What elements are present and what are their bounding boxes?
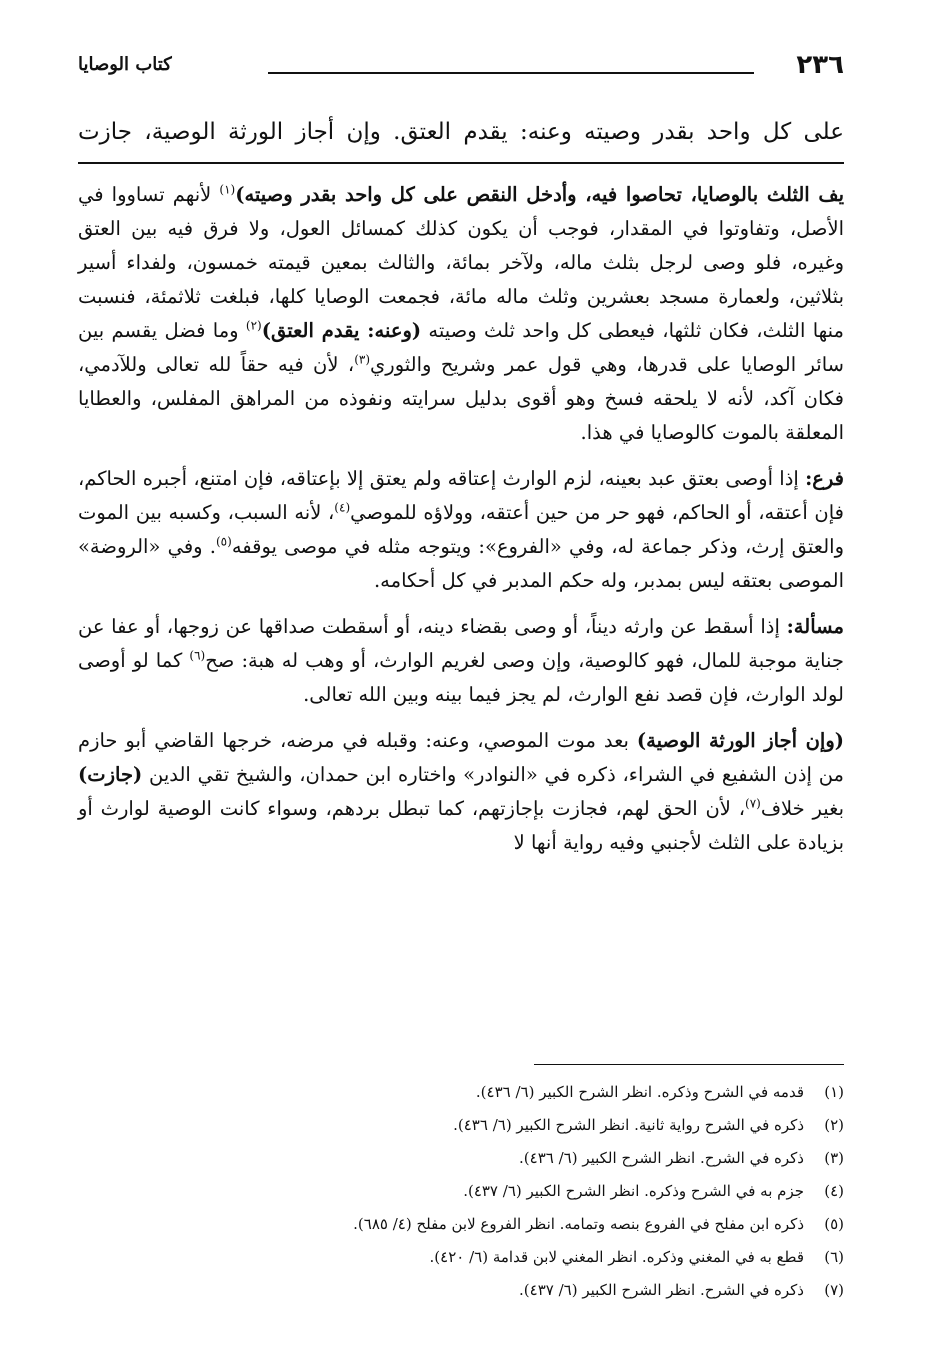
footnote-number: (٧) bbox=[824, 1281, 844, 1299]
paragraph-4 bbox=[78, 724, 844, 860]
bold-text: (وعنه: يقدم العتق) bbox=[261, 319, 422, 342]
paragraph-text: كما لو أوصى لولد الوارث، فإن قصد نفع الوارث، لم يجز فيما بينه وبين الله تعالى. bbox=[78, 649, 844, 706]
footnote-text: جزم به في الشرح وذكره. انظر الشرح الكبير (٦/ ٤٣٧). bbox=[463, 1182, 804, 1200]
matn-text: على كل واحد بقدر وصيته وعنه: يقدم العتق. وإن أجاز الورثة الوصية، جازت bbox=[78, 119, 844, 145]
paragraph-3 bbox=[78, 610, 844, 712]
footnote bbox=[78, 1274, 844, 1307]
footnote-number: (٢) bbox=[824, 1116, 844, 1134]
commentary-body bbox=[78, 178, 844, 872]
footnote-ref: (٣) bbox=[354, 352, 371, 367]
paragraph-2 bbox=[78, 462, 844, 598]
footnote bbox=[78, 1241, 844, 1274]
footnote-ref: (١) bbox=[219, 182, 236, 197]
paragraph-text: بغير خلاف bbox=[760, 797, 844, 820]
footnote-ref: (٦) bbox=[189, 648, 206, 663]
bold-text: يف الثلث بالوصايا، تحاصوا فيه، وأدخل النقص على كل واحد بقدر وصيته) bbox=[235, 183, 844, 206]
footnote-ref: (٥) bbox=[215, 534, 232, 549]
paragraph-text: إذا أسقط عن وارثه ديناً، أو وصى بقضاء دينه، أو أسقطت صداقها عن زوجها، أو عفا عن جناية موجبة للمال، فهو كالوصية، وإن وصى لغريم الوارث، أو وهب له هبة: صح bbox=[78, 615, 844, 672]
bold-text: فرع: bbox=[805, 467, 844, 490]
footnote-number: (١) bbox=[824, 1083, 844, 1101]
footnotes bbox=[78, 1076, 844, 1307]
paragraph-text: ، لأن الحق لهم، فجازت بإجازتهم، كما تبطل بردهم، وسواء كانت الوصية لوارث أو بزيادة على الثلث لأجنبي وفيه رواية أنها لا bbox=[78, 797, 844, 854]
footnote-number: (٦) bbox=[824, 1248, 844, 1266]
footnote-text: ذكره في الشرح رواية ثانية. انظر الشرح الكبير (٦/ ٤٣٦). bbox=[453, 1116, 804, 1134]
paragraph-text: . وفي «الروضة» الموصى بعتقه ليس بمدبر، وله حكم المدبر في كل أحكامه. bbox=[78, 535, 844, 592]
footnote-number: (٣) bbox=[824, 1149, 844, 1167]
header-rule bbox=[268, 72, 754, 74]
paragraph-text: لأنهم تساووا في الأصل، وتفاوتوا في المقدار، فوجب أن يكون كذلك كمسائل العول، ولا فرق فيه بين العتق وغيره، فلو وصى لرجل بثلث ماله، ولآخر بمائة، والثالث بمعين قيمته خمسون، ولفداء أسير بثلاثين، ولعمارة مسجد بعشرين وثلث ماله مائة، فجمعت الوصايا كلها، فبلغت ثلاثمئة، فنسبت منها الثلث، فكان ثلثها، فيعطى كل واحد ثلث وصيته bbox=[78, 183, 844, 342]
footnote-number: (٥) bbox=[824, 1215, 844, 1233]
footnote-text: ذكره في الشرح. انظر الشرح الكبير (٦/ ٤٣٧). bbox=[519, 1281, 804, 1299]
paragraph-text: إذا أوصى بعتق عبد بعينه، لزم الوارث إعتاقه ولم يعتق إلا بإعتاقه، فإن امتنع، أجبره الحاكم، فإن أعتقه، أو الحاكم، فهو حر من حين أعتقه، وولاؤه للموصي bbox=[78, 467, 845, 524]
footnote-ref: (٤) bbox=[334, 500, 351, 515]
footnote bbox=[78, 1142, 844, 1175]
page-header bbox=[78, 50, 844, 84]
paragraph-text: ، لأنه السبب، وكسبه بين الموت والعتق إرث، وذكر جماعة له، وفي «الفروع»: ويتوجه مثله في موصى يوقفه bbox=[78, 501, 844, 558]
bold-text: مسألة: bbox=[786, 615, 844, 638]
footnote bbox=[78, 1109, 844, 1142]
footnote bbox=[78, 1175, 844, 1208]
footnote-number: (٤) bbox=[824, 1182, 844, 1200]
paragraph-text: وما فضل يقسم بين سائر الوصايا على قدرها، وهي قول عمر وشريح والثوري bbox=[78, 319, 844, 376]
page-number: ٢٣٦ bbox=[796, 50, 844, 80]
footnote bbox=[78, 1208, 844, 1241]
footnote-ref: (٧) bbox=[745, 796, 761, 811]
paragraph-text: ، لأن فيه حقاً لله تعالى وللآدمي، فكان آكد، لأنه لا يلحقه فسخ وهو أقوى بدليل سرايته ونفوذه من المراهق المفلس، والعطايا المعلقة بالموت كالوصايا في هذا. bbox=[78, 353, 844, 444]
footnote-text: ذكره في الشرح. انظر الشرح الكبير (٦/ ٤٣٦). bbox=[519, 1149, 804, 1167]
footnote-text: ذكره ابن مفلح في الفروع بنصه وتمامه. انظر الفروع لابن مفلح (٤/ ٦٨٥). bbox=[353, 1215, 804, 1233]
book-title: كتاب الوصايا bbox=[78, 54, 172, 75]
footnote-text: قدمه في الشرح وذكره. انظر الشرح الكبير (٦/ ٤٣٦). bbox=[475, 1083, 804, 1101]
footnote-ref: (٢) bbox=[245, 318, 262, 333]
bold-text: (وإن أجاز الورثة الوصية) bbox=[636, 729, 844, 752]
footnote-text: قطع به في المغني وذكره. انظر المغني لابن قدامة (٦/ ٤٢٠). bbox=[429, 1248, 804, 1266]
bold-text: (جازت) bbox=[78, 763, 143, 786]
footnote bbox=[78, 1076, 844, 1109]
footnote-separator bbox=[534, 1064, 844, 1065]
paragraph-1 bbox=[78, 178, 844, 450]
paragraph-text: بعد موت الموصي، وعنه: وقبله في مرضه، خرجها القاضي أبو حازم من إذن الشفيع في الشراء، ذكره في «النوادر» واختاره ابن حمدان، والشيخ تقي الدين bbox=[78, 729, 844, 786]
matn-separator bbox=[78, 162, 844, 164]
